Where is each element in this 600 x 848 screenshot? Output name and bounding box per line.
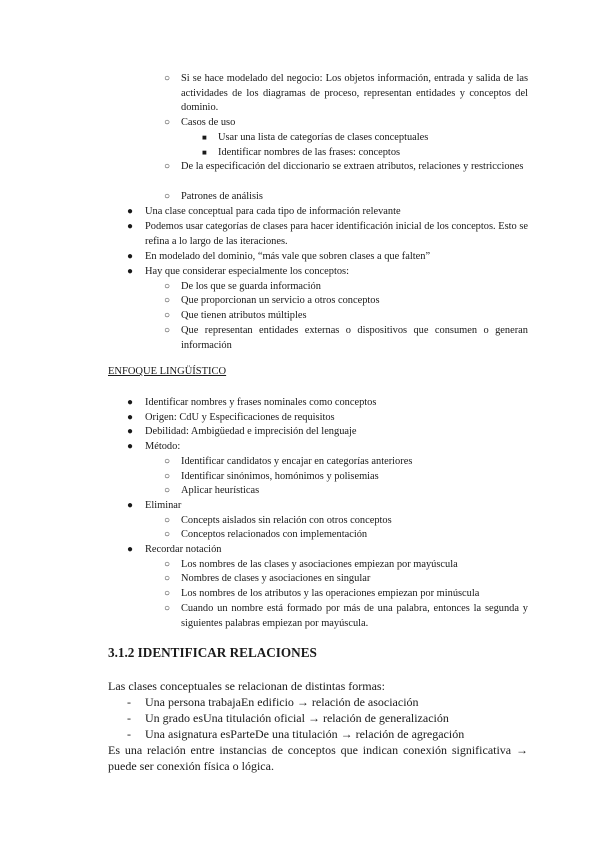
list-item-notacion: Recordar notación	[145, 544, 222, 555]
circle-bullet-icon: ○	[164, 603, 171, 614]
list-item: Una asignatura esParteDe una titulación → relación de agregación	[145, 727, 465, 741]
list-item: Debilidad: Ambigüedad e imprecisión del lenguaje	[145, 426, 357, 437]
list-item: Conceptos relacionados con implementación	[181, 529, 368, 540]
circle-bullet-icon: ○	[164, 471, 171, 482]
disc-bullet-icon: ●	[127, 397, 134, 408]
paragraph-negocio: Si se hace modelado del negocio: Los objetos información, entrada y salida de las actividades de los diagramas de proceso, representan entidades y conceptos del dominio.	[181, 73, 528, 113]
disc-bullet-icon: ●	[127, 206, 134, 217]
circle-bullet-icon: ○	[164, 515, 171, 526]
list-item: Nombres de clases y asociaciones en singular	[181, 573, 371, 584]
list-item: Aplicar heurísticas	[181, 485, 260, 496]
list-item: Que proporcionan un servicio a otros conceptos	[181, 295, 380, 306]
circle-bullet-icon: ○	[164, 295, 171, 306]
list-item: Método:	[145, 441, 181, 452]
list-item: Concepts aislados sin relación con otros conceptos	[181, 515, 392, 526]
circle-bullet-icon: ○	[164, 117, 171, 128]
list-item: Cuando un nombre está formado por más de una palabra, entonces la segunda y siguientes palabras empiezan por mayúscula.	[181, 603, 528, 629]
list-item: Origen: CdU y Especificaciones de requisitos	[145, 412, 335, 423]
paragraph-closing: Es una relación entre instancias de conceptos que indican conexión significativa → puede ser conexión física o lógica.	[108, 743, 528, 773]
disc-bullet-icon: ●	[127, 441, 134, 452]
list-item-diccionario: De la especificación del diccionario se extraen atributos, relaciones y restricciones	[181, 161, 524, 172]
circle-bullet-icon: ○	[164, 281, 171, 292]
list-item: Los nombres de los atributos y las operaciones empiezan por minúscula	[181, 588, 480, 599]
section-heading-relaciones: 3.1.2 IDENTIFICAR RELACIONES	[108, 645, 317, 660]
disc-bullet-icon: ●	[127, 221, 134, 232]
circle-bullet-icon: ○	[164, 73, 171, 84]
list-item: Que representan entidades externas o dispositivos que consumen o generan información	[181, 325, 528, 351]
list-item: Podemos usar categorías de clases para hacer identificación inicial de los conceptos. Esto se refina a lo largo de las iteraciones.	[145, 221, 528, 247]
circle-bullet-icon: ○	[164, 161, 171, 172]
disc-bullet-icon: ●	[127, 426, 134, 437]
dash-bullet-icon: -	[127, 695, 131, 709]
disc-bullet-icon: ●	[127, 251, 134, 262]
list-item: Que tienen atributos múltiples	[181, 310, 307, 321]
list-item-casos: Casos de uso	[181, 117, 236, 128]
square-bullet-icon: ■	[202, 148, 207, 157]
list-item-eliminar: Eliminar	[145, 500, 182, 511]
section-heading-enfoque: ENFOQUE LINGÜÍSTICO	[108, 366, 227, 377]
list-item: Los nombres de las clases y asociaciones empiezan por mayúscula	[181, 559, 458, 570]
list-item: Usar una lista de categorías de clases conceptuales	[218, 132, 429, 143]
square-bullet-icon: ■	[202, 133, 207, 142]
circle-bullet-icon: ○	[164, 573, 171, 584]
paragraph-intro: Las clases conceptuales se relacionan de distintas formas:	[108, 679, 385, 693]
circle-bullet-icon: ○	[164, 456, 171, 467]
dash-bullet-icon: -	[127, 727, 131, 741]
disc-bullet-icon: ●	[127, 500, 134, 511]
circle-bullet-icon: ○	[164, 529, 171, 540]
circle-bullet-icon: ○	[164, 325, 171, 336]
circle-bullet-icon: ○	[164, 559, 171, 570]
circle-bullet-icon: ○	[164, 191, 171, 202]
dash-bullet-icon: -	[127, 711, 131, 725]
disc-bullet-icon: ●	[127, 266, 134, 277]
circle-bullet-icon: ○	[164, 588, 171, 599]
list-item: Identificar nombres de las frases: conceptos	[218, 147, 401, 158]
disc-bullet-icon: ●	[127, 544, 134, 555]
list-item: Una persona trabajaEn edificio → relación de asociación	[145, 695, 419, 709]
list-item: Identificar nombres y frases nominales como conceptos	[145, 397, 377, 408]
list-item: En modelado del dominio, “más vale que sobren clases a que falten”	[145, 251, 431, 262]
disc-bullet-icon: ●	[127, 412, 134, 423]
list-item: Hay que considerar especialmente los conceptos:	[145, 266, 349, 277]
list-item: Una clase conceptual para cada tipo de información relevante	[145, 206, 401, 217]
list-item: Identificar sinónimos, homónimos y polisemias	[181, 471, 379, 482]
list-item: De los que se guarda información	[181, 281, 321, 292]
list-item: Identificar candidatos y encajar en categorías anteriores	[181, 456, 413, 467]
list-item: Un grado esUna titulación oficial → relación de generalización	[145, 711, 449, 725]
circle-bullet-icon: ○	[164, 485, 171, 496]
list-item-patrones: Patrones de análisis	[181, 191, 263, 202]
circle-bullet-icon: ○	[164, 310, 171, 321]
